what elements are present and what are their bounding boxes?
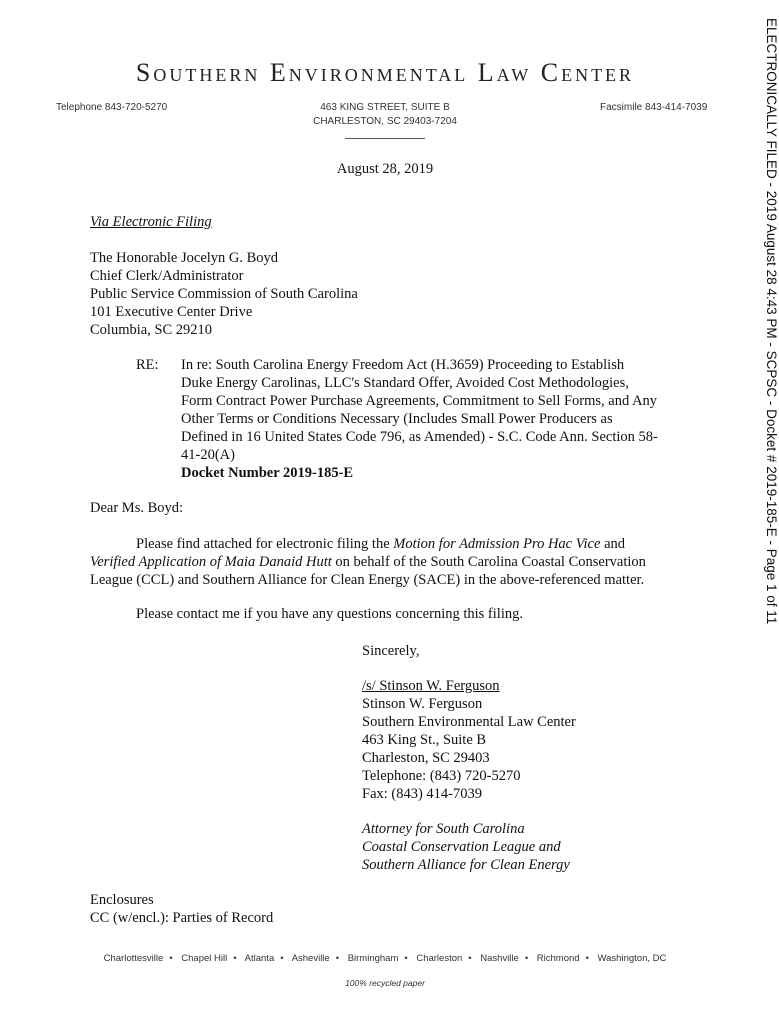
attorney-role	[362, 820, 570, 874]
electronic-filing-stamp: ELECTRONICALLY FILED - 2019 August 28 4:43 PM - SCPSC - Docket # 2019-185-E - Page 1 of 11	[764, 18, 779, 625]
signature-line: 463 King St., Suite B	[362, 732, 487, 748]
re-line: Other Terms or Conditions Necessary (Includes Small Power Producers as	[181, 411, 613, 427]
re-line: In re: South Carolina Energy Freedom Act (H.3659) Proceeding to Establish	[181, 357, 625, 373]
letterhead-org-name: Southern Environmental Law Center	[135, 58, 635, 87]
footer-offices: Charlottesville • Chapel Hill • Atlanta • Asheville • Birmingham • Charleston • Nashville • Richmond • Washington, DC	[103, 953, 667, 964]
p1-application-title: Verified Application of Maia Danaid Hutt	[90, 554, 332, 570]
recipient-line: The Honorable Jocelyn G. Boyd	[90, 250, 279, 266]
office: Washington, DC	[597, 953, 667, 964]
letter-date: August 28, 2019	[336, 161, 434, 177]
signature-line: Charleston, SC 29403	[362, 750, 490, 766]
letterhead-facsimile: Facsimile 843-414-7039	[600, 102, 708, 113]
recipient-line: 101 Executive Center Drive	[90, 304, 253, 320]
office: Birmingham	[347, 953, 399, 964]
letterhead-address-line1: 463 KING STREET, SUITE B	[320, 102, 450, 113]
office: Nashville	[480, 953, 519, 964]
docket-number: Docket Number 2019-185-E	[181, 465, 354, 481]
electronic-signature: /s/ Stinson W. Ferguson	[362, 678, 500, 694]
office: Charlottesville	[103, 953, 164, 964]
signature-line: Stinson W. Ferguson	[362, 696, 483, 712]
salutation: Dear Ms. Boyd:	[90, 500, 184, 516]
letterhead-address-line2: CHARLESTON, SC 29403-7204	[313, 116, 457, 127]
delivery-method: Via Electronic Filing	[90, 214, 212, 230]
office: Richmond	[536, 953, 580, 964]
carbon-copy: CC (w/encl.): Parties of Record	[90, 910, 274, 926]
body-paragraph-2: Please contact me if you have any questions concerning this filing.	[136, 606, 523, 622]
p1-text: League (CCL) and Southern Alliance for Clean Energy (SACE) in the above-referenced matter.	[90, 572, 645, 588]
recipient-line: Chief Clerk/Administrator	[90, 268, 244, 284]
recipient-address	[90, 249, 358, 339]
re-label: RE:	[136, 357, 159, 373]
signature-line: Telephone: (843) 720-5270	[362, 768, 521, 784]
recycled-paper-note: 100% recycled paper	[345, 978, 425, 988]
closing: Sincerely,	[362, 643, 420, 659]
p1-motion-title: Motion for Admission Pro Hac Vice	[393, 536, 601, 552]
role-line: Coastal Conservation League and	[362, 839, 561, 855]
role-line: Southern Alliance for Clean Energy	[362, 857, 570, 873]
recipient-line: Public Service Commission of South Carolina	[90, 286, 358, 302]
re-line: 41-20(A)	[181, 447, 235, 463]
office: Chapel Hill	[181, 953, 228, 964]
signature-block	[362, 677, 576, 803]
letterhead-telephone: Telephone 843-720-5270	[56, 102, 168, 113]
signature-line: Fax: (843) 414-7039	[362, 786, 483, 802]
office: Charleston	[416, 953, 463, 964]
re-line: Form Contract Power Purchase Agreements, Commitment to Sell Forms, and Any	[181, 393, 658, 409]
re-line: Duke Energy Carolinas, LLC's Standard Offer, Avoided Cost Methodologies,	[181, 375, 629, 391]
p1-text: on behalf of the South Carolina Coastal Conservation	[331, 554, 646, 570]
letterhead-divider	[345, 138, 425, 139]
office: Atlanta	[244, 953, 275, 964]
office: Asheville	[291, 953, 330, 964]
body-paragraph-1	[90, 535, 700, 589]
p1-text: and	[600, 536, 625, 552]
signature-line: Southern Environmental Law Center	[362, 714, 576, 730]
re-subject	[181, 356, 701, 482]
recipient-line: Columbia, SC 29210	[90, 322, 213, 338]
enclosures: Enclosures	[90, 892, 154, 908]
p1-text: Please find attached for electronic filing the	[136, 536, 394, 552]
re-line: Defined in 16 United States Code 796, as Amended) - S.C. Code Ann. Section 58-	[181, 429, 658, 445]
role-line: Attorney for South Carolina	[362, 821, 525, 837]
